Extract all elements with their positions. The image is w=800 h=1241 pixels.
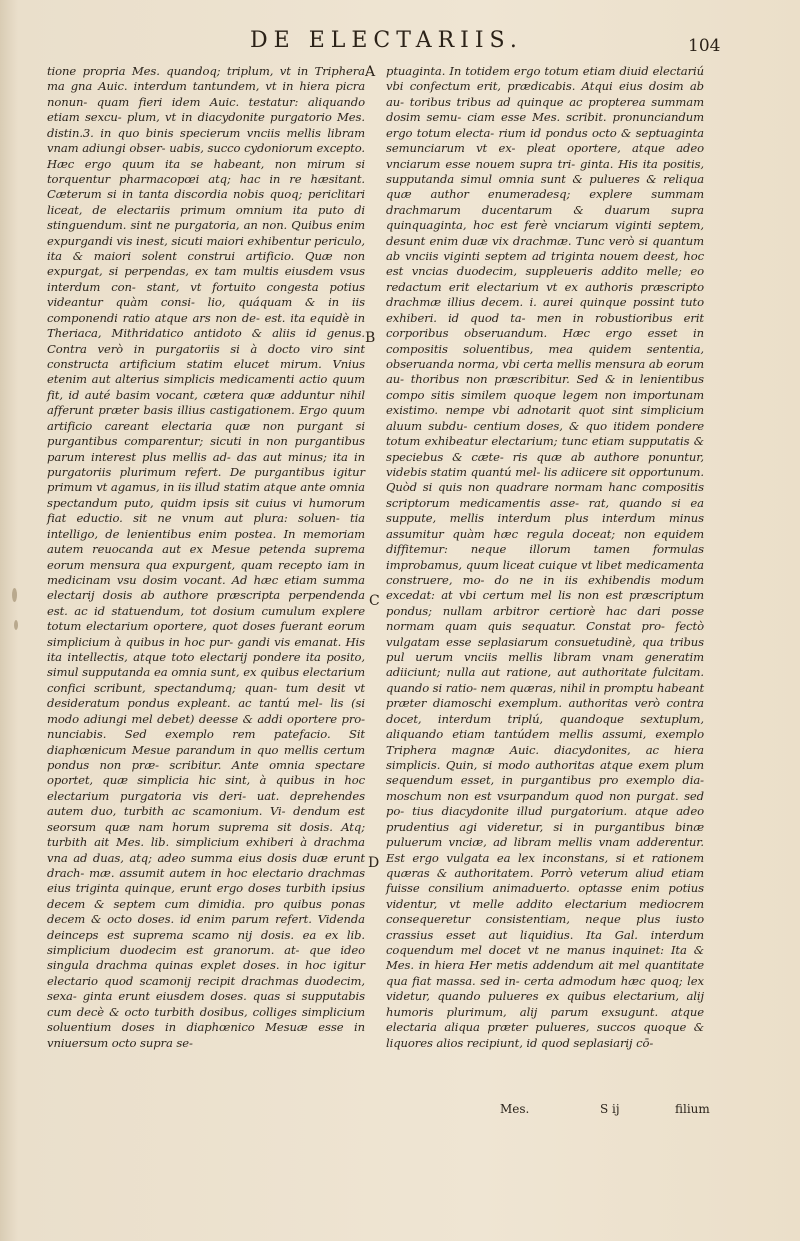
signature-mark: S ij xyxy=(600,1102,620,1116)
margin-letter-a: A xyxy=(365,64,376,80)
margin-letter-d: D xyxy=(368,855,380,871)
paper-spot-decoration xyxy=(12,588,17,602)
right-column-text: ptuaginta. In totidem ergo totum etiam diuid electariú vbi confectum erit, prædicabis. Atqui eius dosim ab au- toribus tribus ad quinque ac propterea summam dosim semu- ciam esse Mes. scribit. pronunciandum ergo totum electa- rium id pondus octo & septuaginta semunciarum vt ex- pleat oportere, atque adeo vnciarum esse nouem supra tri- ginta. His ita positis, supputanda simul omnia sunt & pulueres & reliqua quæ author enumeradesq; explere summam drachmarum ducentarum & duarum supra quinquaginta, hoc est ferè vnciarum viginti septem, desunt enim duæ vix drachmæ. Tunc verò si quantum ab vnciis viginti septem ad triginta nouem deest, hoc est vncias duodecim, suppleueris addito melle; eo redactum erit electarium vt ex authoris præscripto drachmæ illius decem. i. aurei quinque possint tuto exhiberi. id quod ta- men in robustioribus erit corporibus obseruandum. Hæc ergo esset in compositis soluentibus, mea quidem sententia, obseruanda norma, vbi certa mellis mensura ab eorum au- thoribus non præscribitur. Sed & in lenientibus compo sitis similem quoque legem non importunam existimo. nempe vbi adnotarit quot sint simplicium aluum subdu- centium doses, & quo itidem pondere totum exhibeatur electarium; tunc etiam supputatis & speciebus & cæte- ris quæ ab authore ponuntur, videbis statim quantú mel- lis adiicere sit opportunum. Quòd si quis non quadrare normam hanc compositis scriptorum medicamentis asse- rat, quando si ea suppute, mellis interdum plus interdum minus assumitur quàm hæc regula doceat; non equidem diffitemur: neque illorum tamen formulas improbamus, quum liceat cuique vt libet medicamenta construere, mo- do ne in iis exhibendis modum excedat: at vbi certum mel lis non est præscriptum pondus; nullam arbitror certiorè hac dari posse normam quam quis sequatur. Constat pro- fectò vulgatam esse seplasiarum consuetudinè, qua tribus pul uerum vnciis mellis libram vnam generatim adiiciunt; nulla aut ratione, aut authoritate fulcitam. quando si ratio- nem quæras, nihil in promptu habeant præter diamoschi exemplum. authoritas verò contra docet, interdum triplú, quandoque sextuplum, aliquando etiam tantúdem mellis assumi, exemplo Triphera magnæ Auic. diacydonites, ac hiera simplicis. Quin, si modo authoritas atque exem plum sequendum esset, in purgantibus pro exemplo dia- moschum non est vsurpandum quod non purgat. sed po- tius diacydonite illud purgatorium. atque adeo prudentius agi videretur, si in purgantibus binæ puluerum vnciæ, ad libram mellis vnam adderentur. Est ergo vulgata ea lex inconstans, si et rationem quæras & authoritatem. Porrò veterum aliud etiam fuisse consilium animaduerto. optasse enim potius videntur, vt melle addito electarium mediocrem consequeretur consistentiam, neque plus iusto crassius esset aut liquidius. Ita Gal. interdum coquendum mel docet vt ne manus inquinet: Ita & Mes. in hiera Her metis addendum ait mel quantitate qua fiat massa. sed in- certa admodum hæc quoq; lex videtur, quando pulueres ex quibus electarium, alij humoris plurimum, alij parum exsugunt. atque electaria aliqua præter pulueres, succos quoque & liquores alios recipiunt, id quod seplasiarij cō- xyxy=(386,64,704,1050)
page-footer xyxy=(470,1102,720,1122)
page-number: 104 xyxy=(688,36,721,56)
running-title: DE ELECTARIIS. xyxy=(250,28,523,53)
right-column xyxy=(386,64,704,1051)
margin-letter-b: B xyxy=(365,330,376,346)
left-column-text: tione propria Mes. quandoq; triplum, vt in Triphera ma gna Auic. interdum tantundem, vt in hiera picra nonun- quam fieri idem Auic. testatur: aliquando etiam sexcu- plum, vt in diacydonite purgatorio Mes. distin.3. in quo binis specierum vnciis mellis libram vnam adiungi obser- uabis, succo cydoniorum excepto. Hæc ergo quum ita se habeant, non mirum si torquentur pharmacopœi atq; hac in re hæsitant. Cæterum si in tanta discordia nobis quoq; periclitari liceat, de electariis primum omnium ita puto di stinguendum. sint ne purgatoria, an non. Quibus enim expurgandi vis inest, sicuti maiori exhibentur periculo, ita & maiori solent construi artificio. Quæ non expurgat, si perpendas, ex tam multis eiusdem vsus interdum con- stant, vt fortuito congesta potius videantur quàm consi- lio, quáquam & in iis componendi ratio atque ars non de- est. ita equidè in Theriaca, Mithridatico antidoto & aliis id genus. Contra verò in purgatoriis si à docto viro sint constructa artificium statim elucet mirum. Vnius etenim aut alterius simplicis medicamenti actio quum fit, id auté basim vocant, cætera quæ adduntur nihil afferunt præter basis illius castigationem. Ergo quum artificio careant electaria quæ non purgant si purgantibus comparentur; sicuti in non purgantibus parum interest plus mellis ad- das aut minus; ita in purgatoriis plurimum refert. De purgantibus igitur primum vt agamus, in iis illud statim atque ante omnia spectandum puto, quidm ipsis sit cuius vi humorum fiat eductio. sit ne vnum aut plura: soluen- tia intelligo, de lenientibus enim postea. In memoriam autem reuocanda aut ex Mesue petenda suprema eorum mensura qua expurgent, quam recepto iam in medicinam vsu dosim vocant. Ad hæc etiam summa electarij dosis ab authore præscripta perpendenda est. ac id statuendum, tot dosium cumulum explere totum electarium oportere, quot doses fuerant eorum simplicium à quibus in hoc pur- gandi vis emanat. His ita intellectis, atque toto electarij pondere ita posito, simul supputanda ea omnia sunt, ex quibus electarium confici scribunt, spectandumq; quan- tum desit vt desideratum pondus expleant. ac tantú mel- lis (si modo adiungi mel debet) deesse & addi oportere pro- nunciabis. Sed exemplo rem patefacio. Sit diaphœnicum Mesue parandum in quo mellis certum pondus non præ- scribitur. Ante omnia spectare oportet, quæ simplicia hic sint, à quibus in hoc electarium purgatoria vis deri- uat. deprehendes autem duo, turbith ac scamonium. Vi- dendum est seorsum quæ nam horum suprema sit dosis. Atq; turbith ait Mes. lib. simplicium exhiberi à drachma vna ad duas, atq; adeo summa eius dosis duæ erunt drach- mæ. assumit autem in hoc electario drachmas eius triginta quinque, erunt ergo doses turbith ipsius decem & septem cum dimidia. pro quibus ponas decem & octo doses. id enim parum refert. Videnda deinceps est suprema scamo nij dosis. ea ex lib. simplicium duodecim est granorum. at- que ideo singula drachma quinas explet doses. in hoc igitur electario quod scamonij recipit drachmas duodecim, sexa- ginta erunt eiusdem doses. quas si supputabis cum decè & octo turbith dosibus, colliges simplicium soluentium doses in diaphœnico Mesuæ esse in vniuersum octo supra se- xyxy=(47,64,365,1050)
margin-letter-c: C xyxy=(369,593,380,609)
catchword: filium xyxy=(675,1102,710,1116)
page-header xyxy=(0,22,800,62)
paper-spot-decoration xyxy=(14,620,18,630)
footer-catchword-left: Mes. xyxy=(500,1102,530,1116)
left-column xyxy=(47,64,365,1051)
